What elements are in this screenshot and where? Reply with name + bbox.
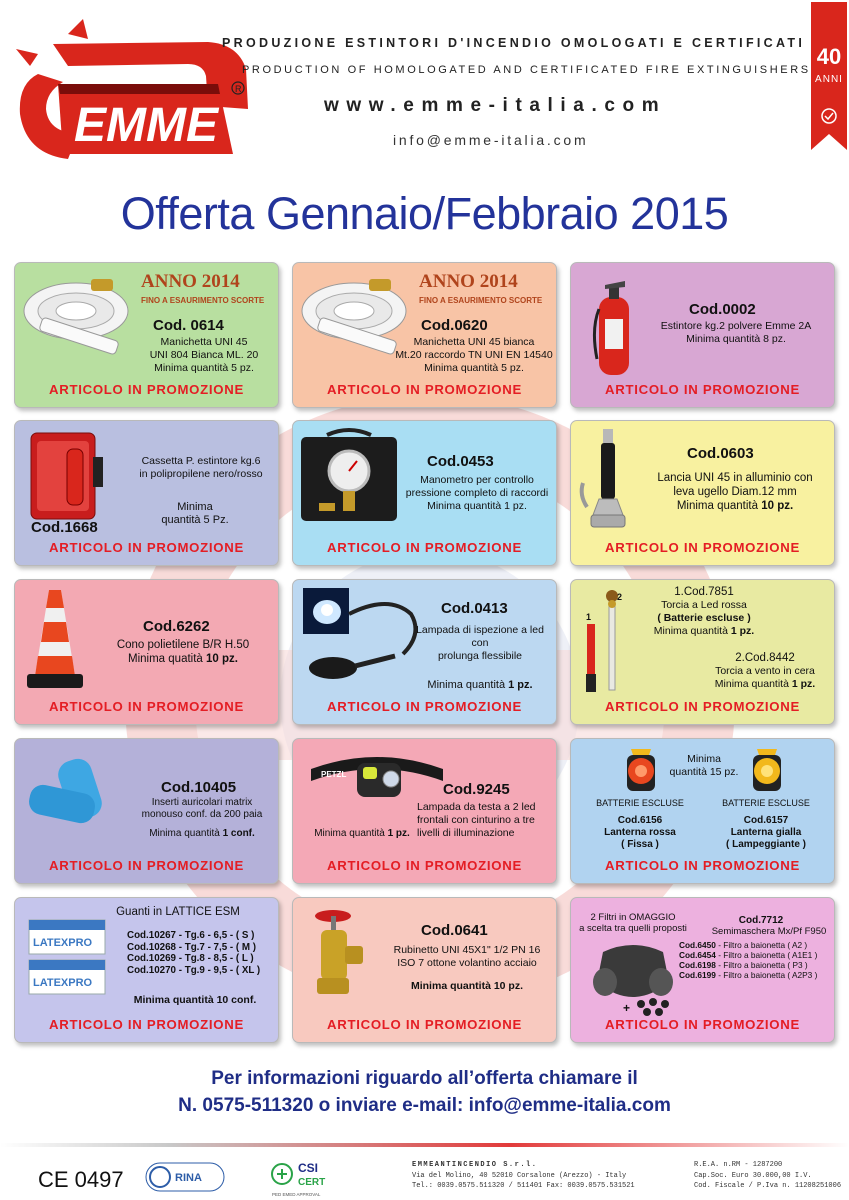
year-label: ANNO 2014	[419, 271, 518, 292]
filter-code: Cod.6198	[679, 960, 716, 970]
desc-line: Manichetta UNI 45	[160, 336, 248, 348]
earplugs-image	[23, 755, 127, 843]
desc-line: livelli di illuminazione	[417, 827, 515, 839]
product-card-gloves[interactable]	[14, 897, 279, 1043]
promo-label: ARTICOLO IN PROMOZIONE	[49, 1017, 244, 1032]
torch-item-1	[633, 586, 775, 638]
footer-divider	[0, 1143, 849, 1147]
torches-image	[581, 588, 633, 700]
torch-item-2	[697, 652, 833, 691]
filter-item	[679, 960, 835, 970]
item-type: ( Fissa )	[621, 839, 659, 850]
min-quantity	[405, 679, 555, 692]
min-label: Minima quantità	[314, 828, 388, 839]
promo-label: ARTICOLO IN PROMOZIONE	[327, 540, 522, 555]
desc-line: ISO 7 ottone volantino acciaio	[397, 957, 537, 969]
desc-line: Mt.20 raccordo TN UNI EN 14540	[395, 349, 553, 361]
filter-code: Cod.6454	[679, 950, 716, 960]
product-desc	[91, 638, 275, 666]
company-registration	[694, 1160, 841, 1192]
svg-text:R: R	[235, 84, 242, 94]
header-email-link[interactable]: info@emme-italia.com	[393, 132, 589, 148]
size-item: Cod.10269 - Tg.8 - 8,5 - ( L )	[127, 953, 254, 964]
min-value: 10 pz.	[206, 653, 238, 665]
anniversary-badge	[811, 2, 847, 150]
filter-code: Cod.6450	[679, 940, 716, 950]
min-quantity	[637, 499, 833, 513]
item-code: 2.Cod.8442	[735, 652, 795, 664]
csi-label: CSI	[298, 1161, 319, 1175]
min-label: Minima quantità	[427, 679, 509, 691]
company-line: Via del Molino, 40 52010 Corsalone (Arezzo) - Italy	[412, 1171, 627, 1180]
desc-line: Manichetta UNI 45 bianca	[413, 336, 535, 348]
min-quantity	[633, 625, 775, 638]
product-code: Cod.0620	[421, 317, 488, 334]
header-website-link[interactable]: www.emme-italia.com	[324, 95, 667, 116]
product-desc	[127, 455, 275, 481]
red-lantern-image	[621, 745, 661, 801]
filter-desc: - Filtro a baionetta ( A2 )	[715, 940, 808, 950]
product-code: Cod.0413	[441, 600, 508, 617]
promo-label: ARTICOLO IN PROMOZIONE	[327, 699, 522, 714]
min-value: 1 pz.	[730, 625, 755, 637]
min-label: Minima quatità	[128, 653, 206, 665]
year-sub-label: FINO A ESAURIMENTO SCORTE	[141, 296, 265, 305]
desc-line: Lampada da testa a 2 led	[417, 801, 536, 813]
contact-info-line2: N. 0575-511320 o inviare e-mail: info@emme-italia.com	[178, 1095, 671, 1116]
product-desc	[417, 801, 557, 840]
min-quantity	[659, 753, 749, 779]
company-line: EMMEANTINCENDIO S.r.l.	[412, 1161, 538, 1169]
product-card-1668[interactable]	[14, 420, 279, 566]
rina-certification-logo	[145, 1162, 225, 1192]
desc-line: pressione completo di raccordi	[405, 487, 549, 499]
product-desc	[643, 320, 829, 346]
desc-line: prolunga flessibile	[437, 650, 523, 662]
product-card-0620[interactable]	[292, 262, 557, 408]
product-card-7712[interactable]	[570, 897, 835, 1043]
desc-line: Manometro per controllo	[420, 474, 534, 486]
headlamp-brand: PETZL	[321, 770, 347, 779]
product-code: Cod. 0614	[153, 317, 224, 334]
gift-line: 2 Filtri in OMAGGIO	[590, 912, 676, 923]
emme-logo	[8, 14, 256, 164]
torch-marker-1: 1	[586, 612, 592, 622]
box-brand: LATEXPRO	[33, 977, 93, 989]
lantern-yellow-info	[711, 815, 821, 851]
min-label: Minima quantità	[149, 828, 223, 839]
traffic-cone-image	[27, 586, 83, 690]
desc-line: ( Batterie escluse )	[657, 612, 751, 624]
year-label: ANNO 2014	[141, 271, 240, 292]
desc-line: in polipropilene nero/rosso	[139, 468, 263, 480]
nozzle-image	[575, 425, 641, 531]
csi-sub-label: CERT	[298, 1177, 326, 1188]
product-code: Cod.10405	[161, 779, 237, 796]
desc-line: Estintore kg.2 polvere Emme 2A	[660, 320, 812, 332]
filter-list	[679, 940, 835, 980]
yellow-lantern-image	[747, 745, 787, 801]
item-code: Cod.6156	[617, 815, 663, 826]
product-desc	[397, 474, 557, 513]
size-item: Cod.10270 - Tg.9 - 9,5 - ( XL )	[127, 964, 261, 976]
product-card-6262[interactable]	[14, 579, 279, 725]
product-code: Cod.0002	[689, 301, 756, 318]
promo-label: ARTICOLO IN PROMOZIONE	[49, 858, 244, 873]
product-code: Cod.7712	[738, 915, 784, 926]
pressure-gauge-kit-image	[299, 425, 399, 527]
product-desc	[405, 624, 555, 663]
rina-label: RINA	[175, 1172, 202, 1184]
product-subtitle: Semimaschera Mx/Pf F950	[711, 926, 827, 937]
min-quantity: Minima quantità 10 conf.	[133, 994, 257, 1006]
desc-line: Rubinetto UNI 45X1" 1/2 PN 16	[393, 944, 541, 956]
desc-line: Inserti auricolari matrix	[151, 797, 253, 808]
product-card-7851-8442[interactable]	[570, 579, 835, 725]
product-card-6156-6157[interactable]	[570, 738, 835, 884]
desc-line: quantità 5 Pz.	[161, 514, 229, 526]
item-name: Lanterna rossa	[604, 827, 676, 838]
extinguisher-cabinet-image	[27, 427, 107, 523]
min-value: 1 pz.	[387, 828, 410, 839]
promo-label: ARTICOLO IN PROMOZIONE	[49, 540, 244, 555]
product-desc	[393, 336, 555, 375]
promo-label: ARTICOLO IN PROMOZIONE	[327, 858, 522, 873]
min-quantity	[697, 678, 833, 691]
desc-line: Lampada di ispezione a led	[416, 624, 544, 636]
header-tagline-it: PRODUZIONE ESTINTORI D'INCENDIO OMOLOGATI E CERTIFICATI	[222, 36, 806, 50]
csi-cert-logo	[270, 1158, 342, 1198]
item-code: 1.Cod.7851	[674, 586, 734, 598]
promo-label: ARTICOLO IN PROMOZIONE	[327, 382, 522, 397]
page-title: Offerta Gennaio/Febbraio 2015	[120, 188, 729, 239]
hydrant-valve-image	[307, 906, 367, 1002]
product-code: Cod.0603	[687, 445, 754, 462]
product-code: Cod.1668	[31, 519, 98, 536]
battery-note: BATTERIE ESCLUSE	[596, 798, 684, 808]
desc-line: UNI 804 Bianca ML. 20	[149, 349, 259, 361]
reg-line: Cap.Soc. Euro 30.000,00 I.V.	[694, 1171, 812, 1180]
product-code: Cod.6262	[143, 618, 210, 635]
company-address	[412, 1160, 635, 1192]
size-list	[127, 930, 279, 976]
promo-label: ARTICOLO IN PROMOZIONE	[327, 1017, 522, 1032]
plus-sign: +	[623, 1001, 631, 1015]
contact-info-line1: Per informazioni riguardo all’offerta chiamare il	[211, 1068, 638, 1089]
product-desc	[379, 944, 555, 970]
item-name: Lanterna gialla	[730, 827, 802, 838]
lantern-red-info	[585, 815, 695, 851]
torch-marker-2: 2	[617, 592, 623, 602]
product-card-0614[interactable]	[14, 262, 279, 408]
filter-desc: - Filtro a baionetta ( A2P3 )	[715, 970, 818, 980]
product-card-9245[interactable]	[292, 738, 557, 884]
product-card-0641[interactable]	[292, 897, 557, 1043]
min-quantity	[135, 501, 255, 527]
desc-line: Minima	[177, 501, 213, 513]
min-value: 10 pz.	[761, 500, 794, 512]
product-code: Cod.0641	[421, 922, 488, 939]
fire-extinguisher-image	[591, 269, 641, 379]
product-heading: Guanti in LATTICE ESM	[116, 906, 240, 918]
glove-boxes-image	[25, 916, 109, 1000]
product-desc	[127, 797, 277, 821]
min-quantity	[127, 827, 277, 840]
desc-line: Minima quantità 1 pz.	[427, 500, 527, 512]
min-label: Minima quantità	[676, 500, 762, 512]
desc-line: monouso conf. da 200 paia	[141, 809, 263, 820]
desc-line: Cassetta P. estintore kg.6	[141, 455, 261, 467]
desc-line: Torcia a Led rossa	[661, 599, 747, 611]
csi-note: PED EMED APPROVAL	[272, 1192, 321, 1197]
product-card-10405[interactable]	[14, 738, 279, 884]
promo-label: ARTICOLO IN PROMOZIONE	[605, 858, 800, 873]
filter-item	[679, 940, 835, 950]
desc-line: frontali con cinturino a tre	[417, 814, 535, 826]
item-code: Cod.6157	[743, 815, 789, 826]
ce-mark: CE 0497	[38, 1167, 124, 1192]
min-line: quantità 15 pz.	[669, 766, 739, 778]
promo-label: ARTICOLO IN PROMOZIONE	[605, 1017, 800, 1032]
min-value: 1 pz.	[508, 679, 533, 691]
box-brand: LATEXPRO	[33, 937, 93, 949]
battery-note: BATTERIE ESCLUSE	[722, 798, 810, 808]
gift-line: a scelta tra quelli proposti	[579, 923, 687, 934]
size-item: Cod.10267 - Tg.6 - 6,5 - ( S )	[127, 930, 255, 941]
min-quantity	[307, 827, 417, 840]
year-sub-label: FINO A ESAURIMENTO SCORTE	[419, 296, 543, 305]
desc-line: Cono polietilene B/R H.50	[116, 639, 250, 651]
filter-item	[679, 950, 835, 960]
gift-note	[579, 912, 687, 934]
min-line: Minima	[687, 753, 721, 765]
reg-line: R.E.A. n.RM - 1287200	[694, 1161, 783, 1169]
headlamp-image	[307, 749, 447, 809]
desc-line: Torcia a vento in cera	[715, 665, 815, 677]
min-quantity: Minima quantità 10 pz.	[410, 980, 523, 992]
promo-label: ARTICOLO IN PROMOZIONE	[49, 699, 244, 714]
desc-line: leva ugello Diam.12 mm	[673, 486, 797, 498]
filter-desc: - Filtro a baionetta ( A1E1 )	[715, 950, 818, 960]
min-value: 1 pz.	[791, 678, 816, 690]
min-quantity	[91, 652, 275, 666]
filter-desc: - Filtro a baionetta ( P3 )	[715, 960, 808, 970]
product-desc	[133, 336, 275, 375]
min-label: Minima quantità	[653, 625, 731, 637]
desc-line: con	[471, 637, 489, 649]
product-code: Cod.9245	[443, 781, 510, 798]
size-item: Cod.10268 - Tg.7 - 7,5 - ( M )	[127, 941, 257, 953]
desc-line: Minima quantità 8 pz.	[686, 333, 786, 345]
company-line: Tel.: 0039.0575.511320 / 511401 Fax: 0039.0575.531521	[412, 1182, 635, 1190]
promo-label: ARTICOLO IN PROMOZIONE	[605, 382, 800, 397]
desc-line: Minima quantità 5 pz.	[424, 362, 524, 374]
promo-label: ARTICOLO IN PROMOZIONE	[605, 699, 800, 714]
product-card-0453[interactable]	[292, 420, 557, 566]
product-card-0413[interactable]	[292, 579, 557, 725]
item-type: ( Lampeggiante )	[725, 839, 806, 850]
badge-number: 40	[816, 44, 842, 69]
desc-line: Lancia UNI 45 in alluminio con	[657, 472, 813, 484]
half-mask-image	[583, 942, 683, 1018]
reg-line: Cod. Fiscale / P.Iva n. 11208251006	[694, 1182, 842, 1190]
filter-code: Cod.6199	[679, 970, 716, 980]
filter-item	[679, 970, 835, 980]
promo-label: ARTICOLO IN PROMOZIONE	[605, 540, 800, 555]
badge-label: ANNI	[815, 74, 843, 85]
header-tagline-en: PRODUCTION OF HOMOLOGATED AND CERTIFICATED FIRE EXTINGUISHERS	[242, 64, 811, 76]
logo-text: EMME	[74, 99, 218, 152]
fire-hose-image	[21, 271, 141, 357]
min-value: 1 conf.	[222, 828, 255, 839]
product-code: Cod.0453	[427, 453, 494, 470]
product-card-0002[interactable]	[570, 262, 835, 408]
product-card-0603[interactable]	[570, 420, 835, 566]
desc-line: Minima quantità 5 pz.	[154, 362, 254, 374]
promo-label: ARTICOLO IN PROMOZIONE	[49, 382, 244, 397]
min-label: Minima quantità	[714, 678, 792, 690]
product-desc	[637, 471, 833, 513]
